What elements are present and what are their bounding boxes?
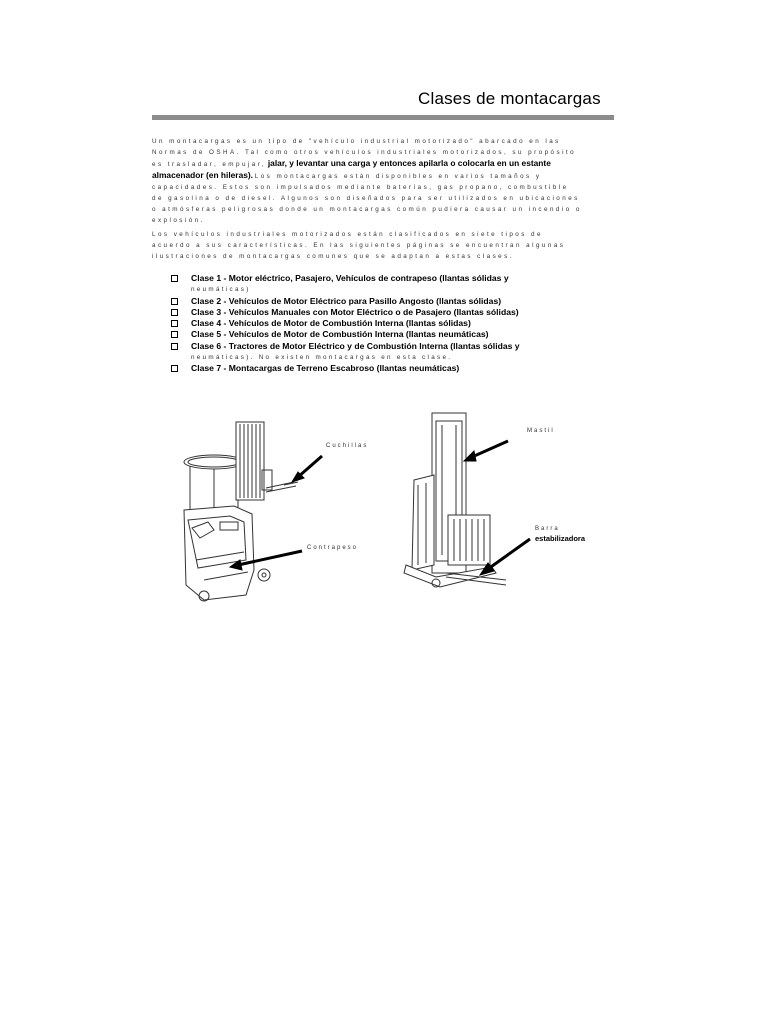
checkbox-bullet-icon bbox=[171, 309, 178, 316]
class-2-text: Clase 2 - Vehículos de Motor Eléctrico para Pasillo Angosto (llantas sólidas) bbox=[191, 295, 502, 306]
label-barra: Barra bbox=[535, 526, 560, 532]
forklift-reach-illustration bbox=[396, 405, 596, 600]
list-item bbox=[171, 341, 611, 364]
intro-text-a: Un montacargas es un tipo de "vehículo industrial motorizado" abarcado en las Normas de OSHA. Tal como otros vehículos industriales motorizados, su propósito es trasladar, empujar, bbox=[152, 138, 577, 168]
intro-text-bold: jalar, y levantar una carga y entonces apilarla o colocarla en un estante almacenador (en hileras). bbox=[152, 158, 551, 180]
list-item bbox=[171, 273, 611, 296]
label-estabilizadora: estabilizadora bbox=[535, 534, 586, 543]
intro-text-c: Los montacargas están disponibles en varios tamaños y capacidades. Estos son impulsados mediante baterías, gas propano, combustible de gasolina o de diesel. Algunos son diseñados para ser utilizados en ubicaciones o atmósferas peligrosas donde un montacargas común pudiera causar un incendio o explosión. bbox=[152, 173, 582, 224]
forklift-counterbalance-illustration bbox=[174, 410, 374, 610]
list-item bbox=[171, 363, 611, 374]
list-item bbox=[171, 318, 611, 329]
list-item bbox=[171, 296, 611, 307]
list-item bbox=[171, 329, 611, 340]
title-divider bbox=[152, 115, 614, 120]
page-title: Clases de montacargas bbox=[418, 89, 601, 108]
checkbox-bullet-icon bbox=[171, 331, 178, 338]
checkbox-bullet-icon bbox=[171, 298, 178, 305]
class-6-text: Clase 6 - Tractores de Motor Eléctrico y de Combustión Interna (llantas sólidas y bbox=[191, 340, 520, 351]
checkbox-bullet-icon bbox=[171, 275, 178, 282]
intro-paragraph bbox=[152, 136, 582, 226]
class-list bbox=[171, 273, 611, 375]
label-contrapeso: Contrapeso bbox=[307, 545, 359, 551]
checkbox-bullet-icon bbox=[171, 365, 178, 372]
class-1-continuation: neumáticas) bbox=[191, 286, 251, 294]
classification-text: Los vehículos industriales motorizados están clasificados en siete tipos de acuerdo a sus características. En las siguientes páginas se encuentran algunas ilustraciones de montacargas comunes que se adaptan a estas clases. bbox=[152, 231, 566, 260]
checkbox-bullet-icon bbox=[171, 343, 178, 350]
class-4-text: Clase 4 - Vehículos de Motor de Combustión Interna (llantas sólidas) bbox=[191, 318, 471, 329]
class-5-text: Clase 5 - Vehículos de Motor de Combustión Interna (llantas neumáticas) bbox=[191, 329, 489, 340]
list-item bbox=[171, 307, 611, 318]
checkbox-bullet-icon bbox=[171, 320, 178, 327]
label-mastil: Mastil bbox=[527, 428, 555, 434]
classification-paragraph bbox=[152, 229, 582, 262]
class-3-text: Clase 3 - Vehículos Manuales con Motor Eléctrico o de Pasajero (llantas sólidas) bbox=[191, 306, 519, 317]
label-cuchillas: Cuchillas bbox=[326, 443, 369, 449]
class-7-text: Clase 7 - Montacargas de Terreno Escabroso (llantas neumáticas) bbox=[191, 363, 460, 374]
class-6-continuation: neumáticas). No existen montacargas en esta clase. bbox=[191, 354, 453, 362]
class-1-text: Clase 1 - Motor eléctrico, Pasajero, Vehículos de contrapeso (llantas sólidas y bbox=[191, 273, 509, 283]
